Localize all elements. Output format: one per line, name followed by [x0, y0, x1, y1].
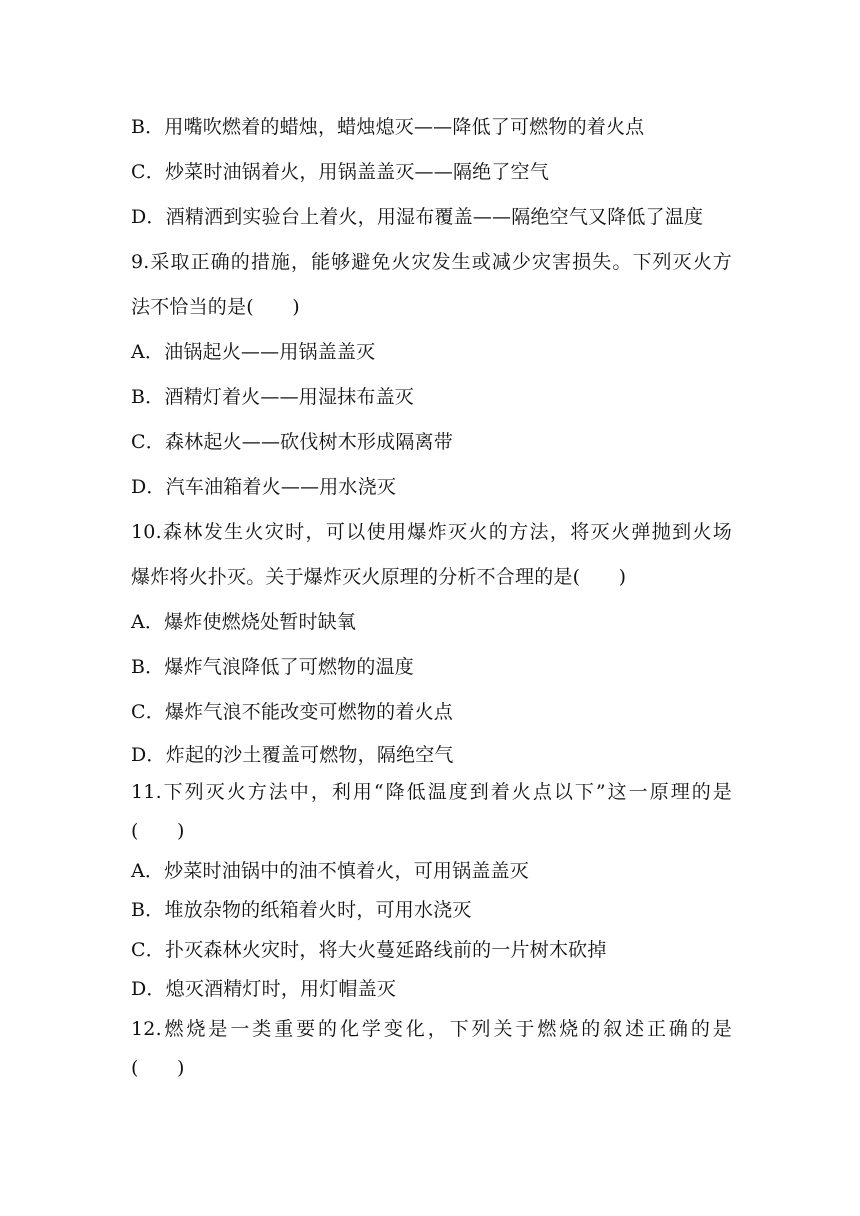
q10-stem-line-2: 爆炸将火扑灭。关于爆炸灭火原理的分析不合理的是( ) — [131, 566, 627, 588]
q11-option-d: D．熄灭酒精灯时，用灯帽盖灭 — [131, 978, 397, 1000]
q9-option-a: A．油锅起火——用锅盖盖灭 — [131, 341, 376, 363]
q12-stem-line-1: 12.燃烧是一类重要的化学变化，下列关于燃烧的叙述正确的是 — [131, 1018, 732, 1040]
q9-option-d: D．汽车油箱着火——用水浇灭 — [131, 476, 397, 498]
q11-stem-line-1: 11.下列灭火方法中，利用“降低温度到着火点以下”这一原理的是 — [131, 781, 732, 803]
q12-stem-line-2: ( ) — [131, 1057, 185, 1079]
q9-stem-line-2: 法不恰当的是( ) — [131, 296, 300, 318]
q10-option-a: A．爆炸使燃烧处暂时缺氧 — [131, 611, 357, 633]
q11-stem-line-2: ( ) — [131, 820, 185, 842]
q11-option-a: A．炒菜时油锅中的油不慎着火，可用锅盖盖灭 — [131, 860, 529, 882]
q9-option-c: C．森林起火——砍伐树木形成隔离带 — [131, 431, 453, 453]
q10-stem-line-1: 10.森林发生火灾时，可以使用爆炸灭火的方法，将灭火弹抛到火场 — [131, 521, 732, 543]
q10-option-c: C．爆炸气浪不能改变可燃物的着火点 — [131, 701, 453, 723]
q8-option-b: B．用嘴吹燃着的蜡烛，蜡烛熄灭——降低了可燃物的着火点 — [131, 116, 645, 138]
q11-option-c: C．扑灭森林火灾时，将大火蔓延路线前的一片树木砍掉 — [131, 939, 607, 961]
q8-option-c: C．炒菜时油锅着火，用锅盖盖灭——隔绝了空气 — [131, 161, 549, 183]
q11-option-b: B．堆放杂物的纸箱着火时，可用水浇灭 — [131, 899, 472, 921]
q10-option-b: B．爆炸气浪降低了可燃物的温度 — [131, 656, 414, 678]
q8-option-d: D．酒精洒到实验台上着火，用湿布覆盖——隔绝空气又降低了温度 — [131, 206, 704, 228]
q9-stem-line-1: 9.采取正确的措施，能够避免火灾发生或减少灾害损失。下列灭火方 — [131, 251, 732, 273]
q10-option-d: D．炸起的沙土覆盖可燃物，隔绝空气 — [131, 744, 454, 766]
q9-option-b: B．酒精灯着火——用湿抹布盖灭 — [131, 386, 414, 408]
